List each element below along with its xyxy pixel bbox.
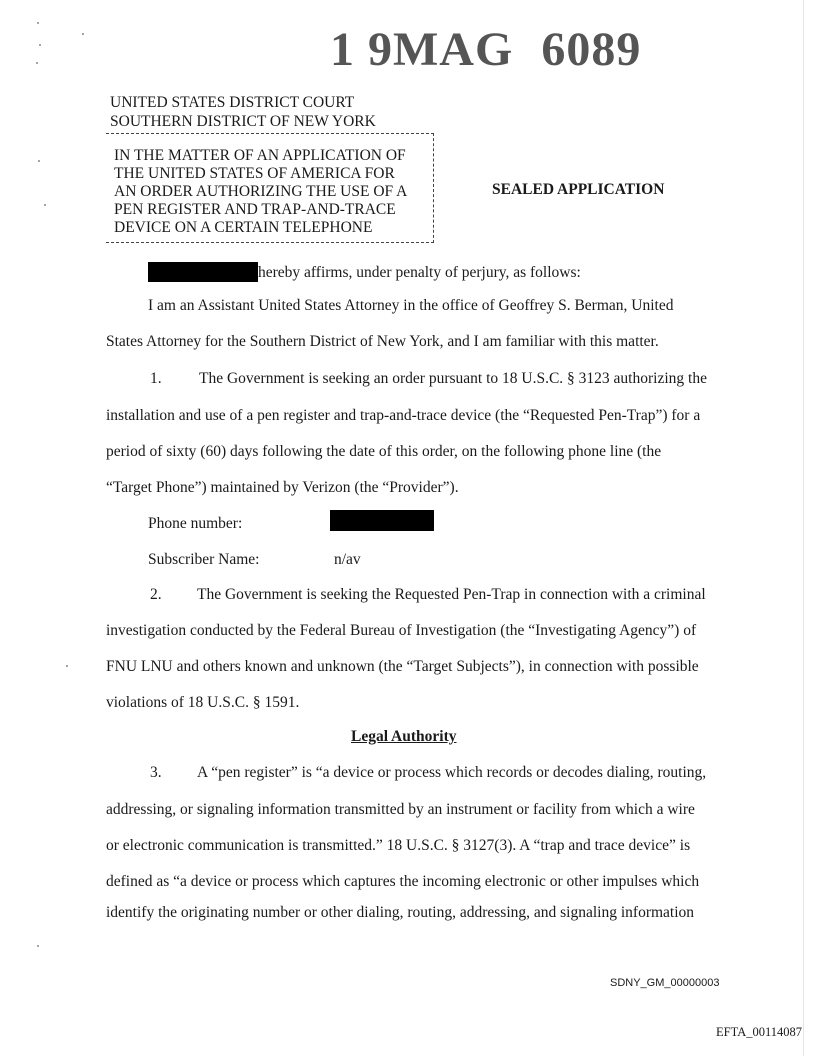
affirmation-line (148, 262, 581, 282)
court-district: SOUTHERN DISTRICT OF NEW YORK (110, 113, 376, 130)
case-number-stamp (330, 22, 641, 77)
paragraph-line: A “pen register” is “a device or process which records or decodes dialing, routing, (197, 764, 707, 781)
paragraph-line: “Target Phone”) maintained by Verizon (the “Provider”). (106, 479, 459, 496)
section-heading: Legal Authority (351, 728, 457, 745)
paragraph-line: or electronic communication is transmitted.” 18 U.S.C. § 3127(3). A “trap and trace device” is (106, 837, 691, 854)
scan-speck (39, 44, 41, 46)
efta-number: EFTA_00114087 (716, 1025, 803, 1039)
stamp-prefix: 1 9MAG (330, 23, 514, 76)
subscriber-name-value: n/av (334, 551, 361, 568)
scan-speck (44, 204, 46, 206)
caption-line: AN ORDER AUTHORIZING THE USE OF A (114, 183, 408, 200)
stamp-number: 6089 (541, 23, 642, 76)
paragraph-line: violations of 18 U.S.C. § 1591. (106, 694, 300, 711)
paragraph-number: 1. (150, 370, 162, 387)
intro-line: I am an Assistant United States Attorney in the office of Geoffrey S. Berman, United (148, 297, 674, 314)
caption-line: THE UNITED STATES OF AMERICA FOR (114, 165, 395, 182)
paragraph-line: identify the originating number or other dialing, routing, addressing, and signaling information (106, 904, 695, 921)
caption-line: PEN REGISTER AND TRAP-AND-TRACE (114, 201, 396, 218)
scan-speck (38, 160, 40, 162)
affirmation-text: hereby affirms, under penalty of perjury, as follows: (258, 264, 581, 281)
paragraph-line: addressing, or signaling information transmitted by an instrument or facility from which a wire (106, 801, 695, 818)
paragraph-line: The Government is seeking an order pursuant to 18 U.S.C. § 3123 authorizing the (199, 370, 707, 387)
paragraph-line: defined as “a device or process which captures the incoming electronic or other impulses which (106, 873, 700, 890)
bates-number: SDNY_GM_00000003 (610, 977, 720, 989)
paragraph-line: The Government is seeking the Requested Pen-Trap in connection with a criminal (197, 586, 706, 603)
document-title: SEALED APPLICATION (492, 181, 665, 198)
paragraph-line: investigation conducted by the Federal Bureau of Investigation (the “Investigating Agency”) of (106, 622, 697, 639)
scan-speck (36, 62, 38, 64)
case-caption-text (114, 147, 429, 237)
paragraph-line: installation and use of a pen register and trap-and-trace device (the “Requested Pen-Trap”) for a (106, 407, 701, 424)
subscriber-name-label: Subscriber Name: (148, 551, 260, 568)
phone-number-label: Phone number: (148, 515, 243, 532)
paragraph-line: FNU LNU and others known and unknown (the “Target Subjects”), in connection with possible (106, 658, 699, 675)
paragraph-line: period of sixty (60) days following the date of this order, on the following phone line (the (106, 443, 662, 460)
intro-line: States Attorney for the Southern District of New York, and I am familiar with this matter. (106, 333, 659, 350)
scan-speck (37, 945, 39, 947)
caption-line: IN THE MATTER OF AN APPLICATION OF (114, 147, 406, 164)
court-header (110, 93, 376, 131)
scan-edge (803, 0, 804, 1056)
scan-speck (66, 665, 68, 667)
court-name: UNITED STATES DISTRICT COURT (110, 94, 355, 111)
paragraph-number: 2. (150, 586, 162, 603)
paragraph-number: 3. (150, 764, 162, 781)
redaction-block (330, 510, 434, 531)
case-caption-box (106, 133, 434, 243)
caption-line: DEVICE ON A CERTAIN TELEPHONE (114, 219, 373, 236)
scan-speck (82, 33, 84, 35)
scan-speck (37, 22, 39, 24)
redaction-block (148, 262, 258, 282)
